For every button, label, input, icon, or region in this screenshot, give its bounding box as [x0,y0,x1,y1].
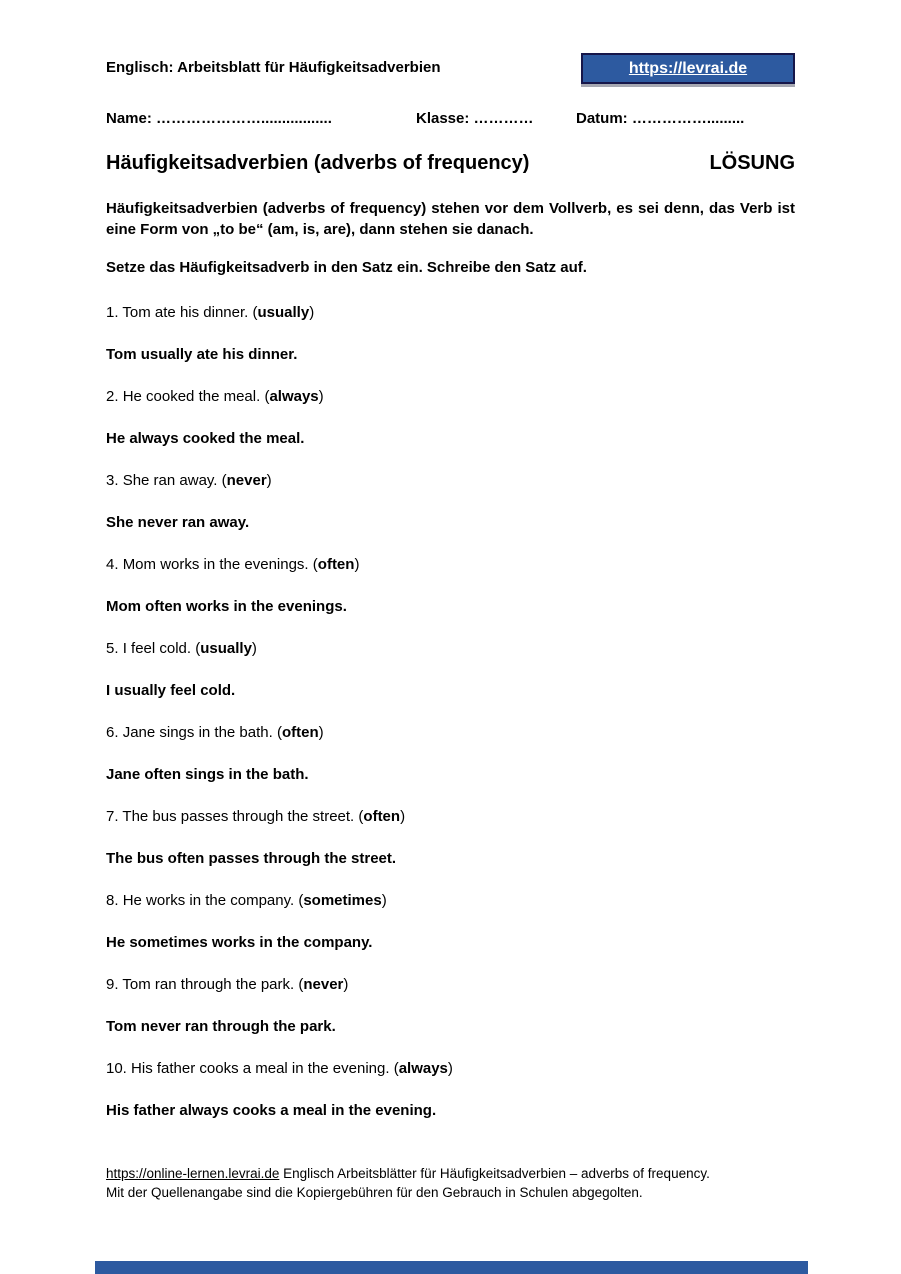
exercise-question [106,808,795,826]
exercise-sentence: Mom works in the evenings. [122,556,309,573]
exercise-adverb: ( often ) [358,808,405,825]
exercise-sentence: Jane sings in the bath. [122,724,273,741]
worksheet-subject-heading: Englisch: Arbeitsblatt für Häufigkeitsadverbien [106,59,441,76]
exercise-item [106,388,795,448]
exercise-list [106,304,795,1120]
exercise-adverb: ( often ) [313,556,360,573]
exercise-number: 8. [106,892,119,909]
exercise-question [106,640,795,658]
exercise-adverb: ( never ) [222,472,272,489]
exercise-item [106,892,795,952]
exercise-adverb: ( always ) [264,388,323,405]
exercise-question [106,304,795,322]
exercise-number: 6. [106,724,119,741]
exercise-number: 2. [106,388,119,405]
exercise-adverb: ( never ) [298,976,348,993]
footer-line1-text: Englisch Arbeitsblätter für Häufigkeitsadverbien – adverbs of frequency. [279,1166,710,1181]
exercise-sentence: The bus passes through the street. [122,808,355,825]
site-link-box [581,53,795,84]
exercise-adverb: ( often ) [277,724,324,741]
bottom-accent-bar [95,1261,808,1274]
exercise-adverb: ( usually ) [253,304,315,321]
exercise-adverb: ( usually ) [195,640,257,657]
exercise-sentence: His father cooks a meal in the evening. [131,1060,390,1077]
exercise-answer: Jane often sings in the bath. [106,766,309,783]
exercise-number: 7. [106,808,119,825]
exercise-item [106,724,795,784]
exercise-answer: Mom often works in the evenings. [106,598,347,615]
exercise-question [106,472,795,490]
exercise-item [106,640,795,700]
exercise-adverb: ( always ) [394,1060,453,1077]
exercise-item [106,472,795,532]
exercise-sentence: He works in the company. [122,892,295,909]
exercise-number: 4. [106,556,119,573]
solution-label: LÖSUNG [709,152,795,174]
exercise-sentence: She ran away. [122,472,218,489]
exercise-question [106,724,795,742]
exercise-answer: Tom never ran through the park. [106,1018,336,1035]
name-field: Name: …………………................. [106,110,332,127]
exercise-item [106,1060,795,1120]
exercise-sentence: I feel cold. [122,640,192,657]
footer-link[interactable]: https://online-lernen.levrai.de [106,1166,280,1181]
exercise-sentence: Tom ran through the park. [122,976,295,993]
exercise-item [106,304,795,364]
exercise-answer: She never ran away. [106,514,250,531]
exercise-number: 5. [106,640,119,657]
datum-field: Datum: ……………......... [576,110,745,127]
exercise-question [106,892,795,910]
exercise-answer: His father always cooks a meal in the evening. [106,1102,437,1119]
site-link[interactable]: https://levrai.de [628,59,748,77]
grammar-rule-text: Häufigkeitsadverbien (adverbs of frequency) stehen vor dem Vollverb, es sei denn, das Verb ist eine Form von „to be“ (am, is, are), dann stehen sie danach. [106,200,795,238]
exercise-item [106,556,795,616]
exercise-number: 1. [106,304,119,321]
title-row [106,152,795,175]
exercise-question [106,1060,795,1078]
page-footer [106,1164,806,1202]
student-fields-row [106,110,795,127]
klasse-field: Klasse: ………… [416,110,534,127]
exercise-number: 10. [106,1060,127,1077]
page-header [106,53,795,84]
exercise-answer: He always cooked the meal. [106,430,305,447]
task-instruction: Setze das Häufigkeitsadverb in den Satz ein. Schreibe den Satz auf. [106,259,587,276]
page-title: Häufigkeitsadverbien (adverbs of frequency) [106,152,530,174]
exercise-number: 9. [106,976,119,993]
exercise-question [106,556,795,574]
footer-line-1 [106,1164,806,1183]
exercise-answer: The bus often passes through the street. [106,850,397,867]
exercise-question [106,388,795,406]
footer-line-2: Mit der Quellenangabe sind die Kopiergebühren für den Gebrauch in Schulen abgegolten. [106,1185,643,1200]
exercise-answer: He sometimes works in the company. [106,934,373,951]
exercise-answer: Tom usually ate his dinner. [106,346,298,363]
exercise-sentence: Tom ate his dinner. [122,304,249,321]
exercise-question [106,976,795,994]
exercise-item [106,808,795,868]
exercise-number: 3. [106,472,119,489]
exercise-answer: I usually feel cold. [106,682,236,699]
exercise-adverb: ( sometimes ) [298,892,386,909]
exercise-sentence: He cooked the meal. [122,388,261,405]
exercise-item [106,976,795,1036]
